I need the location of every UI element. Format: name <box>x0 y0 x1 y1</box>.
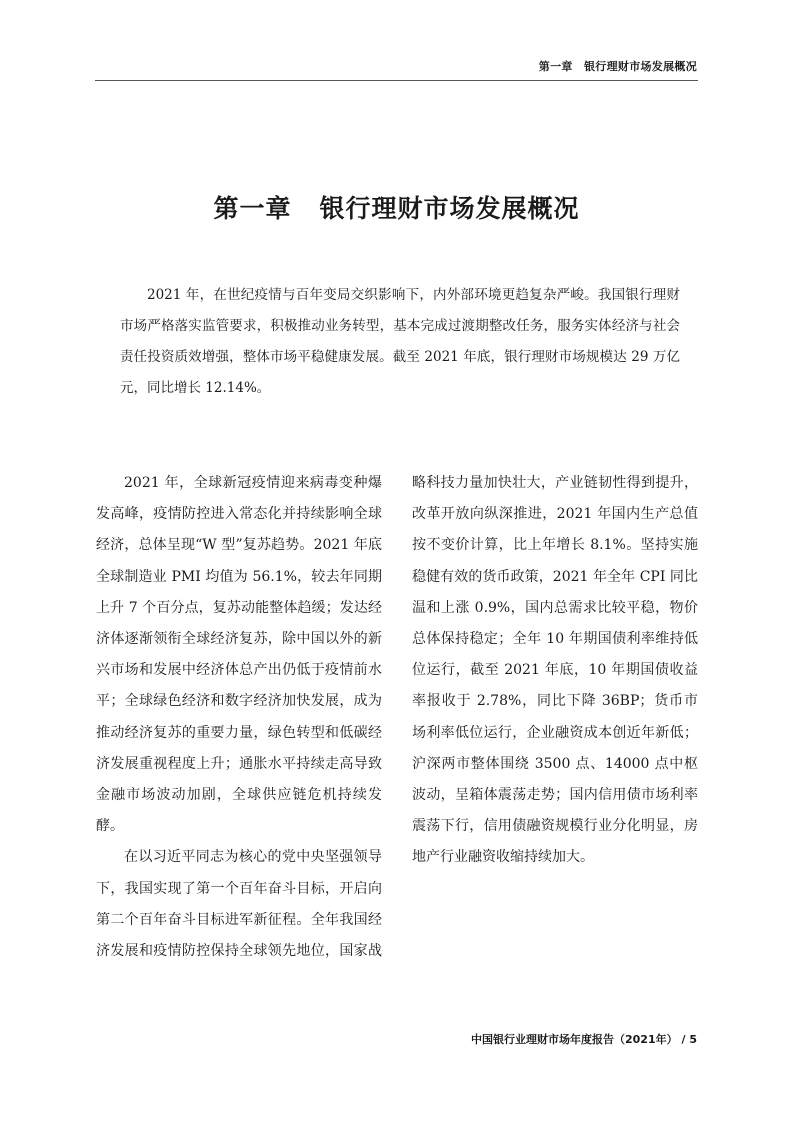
chapter-number: 第一章 <box>213 193 292 223</box>
footer-separator: / <box>681 1033 686 1046</box>
footer-report-title: 中国银行业理财市场年度报告（2021年） <box>471 1033 678 1046</box>
body-paragraph-1: 2021 年，全球新冠疫情迎来病毒变种爆发高峰，疫情防控进入常态化并持续影响全球经济，总体呈现“W 型”复苏趋势。2021 年底全球制造业 PMI 均值为 56.1%，较去年同期上升 7 个百分点，复苏动能整体趋缓；发达经济体逐渐领衔全球经济复苏，除中国以外的新兴市场和发展中经济体总产出仍低于疫情前水平；全球绿色经济和数字经济加快发展，成为推动经济复苏的重要力量，绿色转型和低碳经济发展重视程度上升；通胀水平持续走高导致金融市场波动加剧，全球供应链危机持续发酵。 <box>96 475 382 835</box>
running-footer <box>471 1031 697 1047</box>
chapter-name: 银行理财市场发展概况 <box>319 193 580 223</box>
page-number: 5 <box>689 1033 697 1046</box>
body-columns <box>96 468 698 988</box>
chapter-title <box>0 189 793 225</box>
body-paragraph-2: 在以习近平同志为核心的党中央坚强领导下，我国实现了第一个百年奋斗目标，开启向第二个百年奋斗目标进军新征程。全年我国经济发展和疫情防控保持全球领先地位，国家战略科技力量加快壮大，产业链韧性得到提升，改革开放向纵深推进，2021 年国内生产总值按不变价计算，比上年增长 8.1%。坚持实施稳健有效的货币政策，2021 年全年 CPI 同比温和上涨 0.9%，国内总需求比较平稳，物价总体保持稳定；全年 10 年期国债利率维持低位运行，截至 2021 年底，10 年期国债收益率报收于 2.78%，同比下降 36BP；货币市场利率低位运行，企业融资成本创近年新低；沪深两市整体围绕 3500 点、14000 点中枢波动，呈箱体震荡走势；国内信用债市场利率震荡下行，信用债融资规模行业分化明显，房地产行业融资收缩持续加大。 <box>96 475 698 960</box>
running-header: 第一章 银行理财市场发展概况 <box>538 60 697 73</box>
chapter-abstract: 2021 年，在世纪疫情与百年变局交织影响下，内外部环境更趋复杂严峻。我国银行理财市场严格落实监管要求，积极推动业务转型，基本完成过渡期整改任务，服务实体经济与社会责任投资质效增强，整体市场平稳健康发展。截至 2021 年底，银行理财市场规模达 29 万亿元，同比增长 12.14%。 <box>120 287 680 396</box>
header-rule <box>95 80 698 81</box>
